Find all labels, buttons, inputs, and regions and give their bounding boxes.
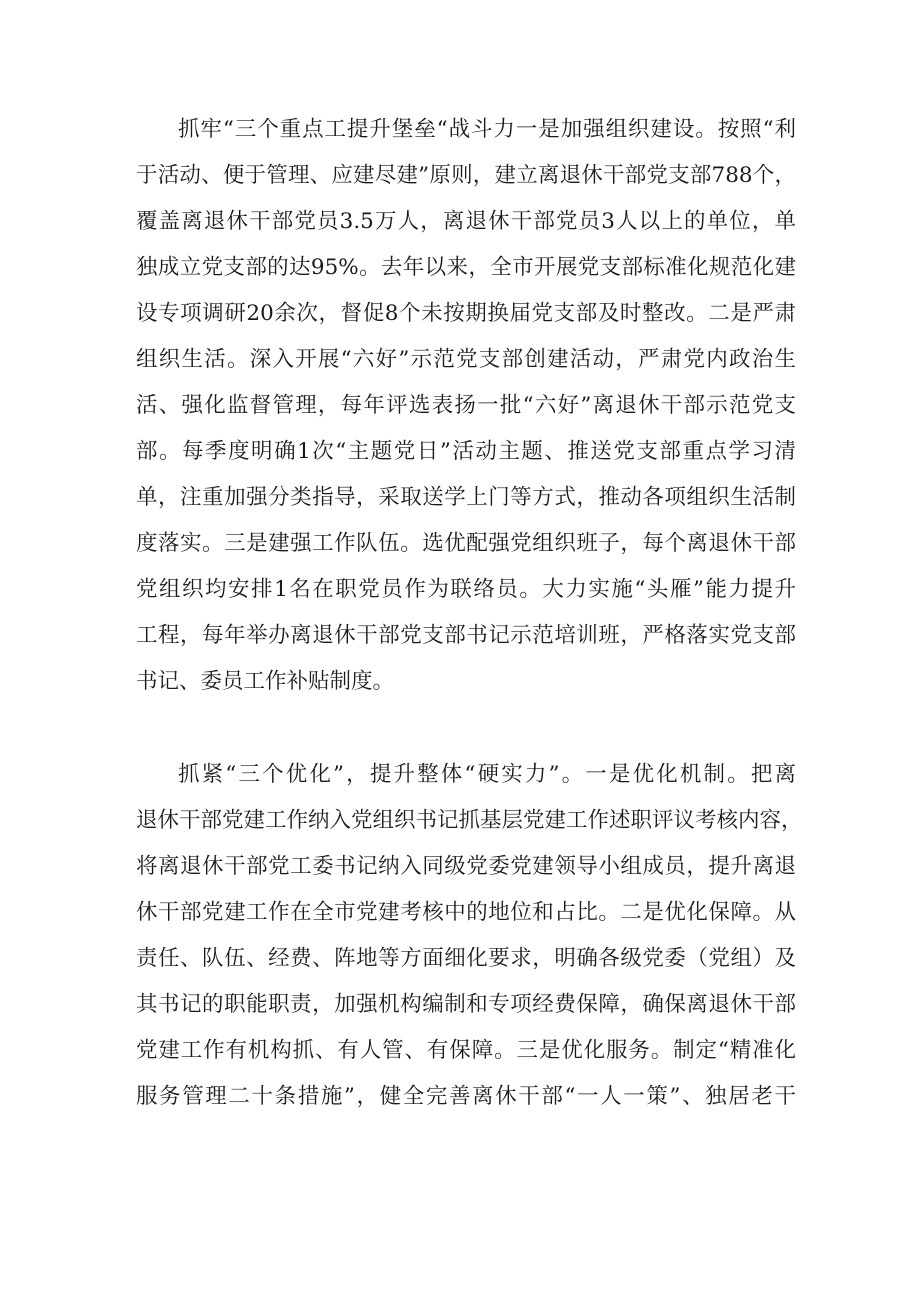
text-line: 单，注重加强分类指导，采取送学上门等方式，推动各项组织生活制 (136, 485, 796, 510)
text-line: 责任、队伍、经费、阵地等方面细化要求，明确各级党委（党组）及 (136, 946, 796, 971)
text-line: 党组织均安排1名在职党员作为联络员。大力实施“头雁”能力提升 (136, 577, 796, 602)
text-line: 休干部党建工作在全市党建考核中的地位和占比。二是优化保障。从 (136, 900, 796, 925)
text-line: 党建工作有机构抓、有人管、有保障。三是优化服务。制定“精准化 (136, 1038, 796, 1063)
text-line: 书记、委员工作补贴制度。 (136, 669, 395, 694)
text-line: 工程，每年举办离退休干部党支部书记示范培训班，严格落实党支部 (136, 623, 796, 648)
paragraph-three-optimizations (136, 752, 803, 1120)
paragraph-organization-building (136, 107, 796, 705)
text-line: 独成立党支部的达95%。去年以来，全市开展党支部标准化规范化建 (136, 255, 796, 280)
text-line: 部。每季度明确1次“主题党日”活动主题、推送党支部重点学习清 (136, 439, 796, 464)
text-line: 覆盖离退休干部党员3.5万人，离退休干部党员3人以上的单位，单 (136, 209, 796, 234)
text-line: 其书记的职能职责，加强机构编制和专项经费保障，确保离退休干部 (136, 992, 796, 1017)
text-line: 组织生活。深入开展“六好”示范党支部创建活动，严肃党内政治生 (136, 347, 796, 372)
text-line: 于活动、便于管理、应建尽建”原则，建立离退休干部党支部788个， (136, 163, 796, 188)
text-line: 活、强化监督管理，每年评选表扬一批“六好”离退休干部示范党支 (136, 393, 796, 418)
text-line: 退休干部党建工作纳入党组织书记抓基层党建工作述职评议考核内容， (136, 808, 803, 833)
text-line: 服务管理二十条措施”，健全完善离休干部“一人一策”、独居老干 (136, 1084, 796, 1109)
text-line: 度落实。三是建强工作队伍。选优配强党组织班子，每个离退休干部 (136, 531, 796, 556)
text-line: 设专项调研20余次，督促8个未按期换届党支部及时整改。二是严肃 (136, 301, 796, 326)
text-line: 抓牢“三个重点工提升堡垒“战斗力一是加强组织建设。按照“利 (178, 117, 796, 142)
text-line: 抓紧“三个优化”，提升整体“硬实力”。一是优化机制。把离 (178, 762, 796, 787)
text-line: 将离退休干部党工委书记纳入同级党委党建领导小组成员，提升离退 (136, 854, 796, 879)
